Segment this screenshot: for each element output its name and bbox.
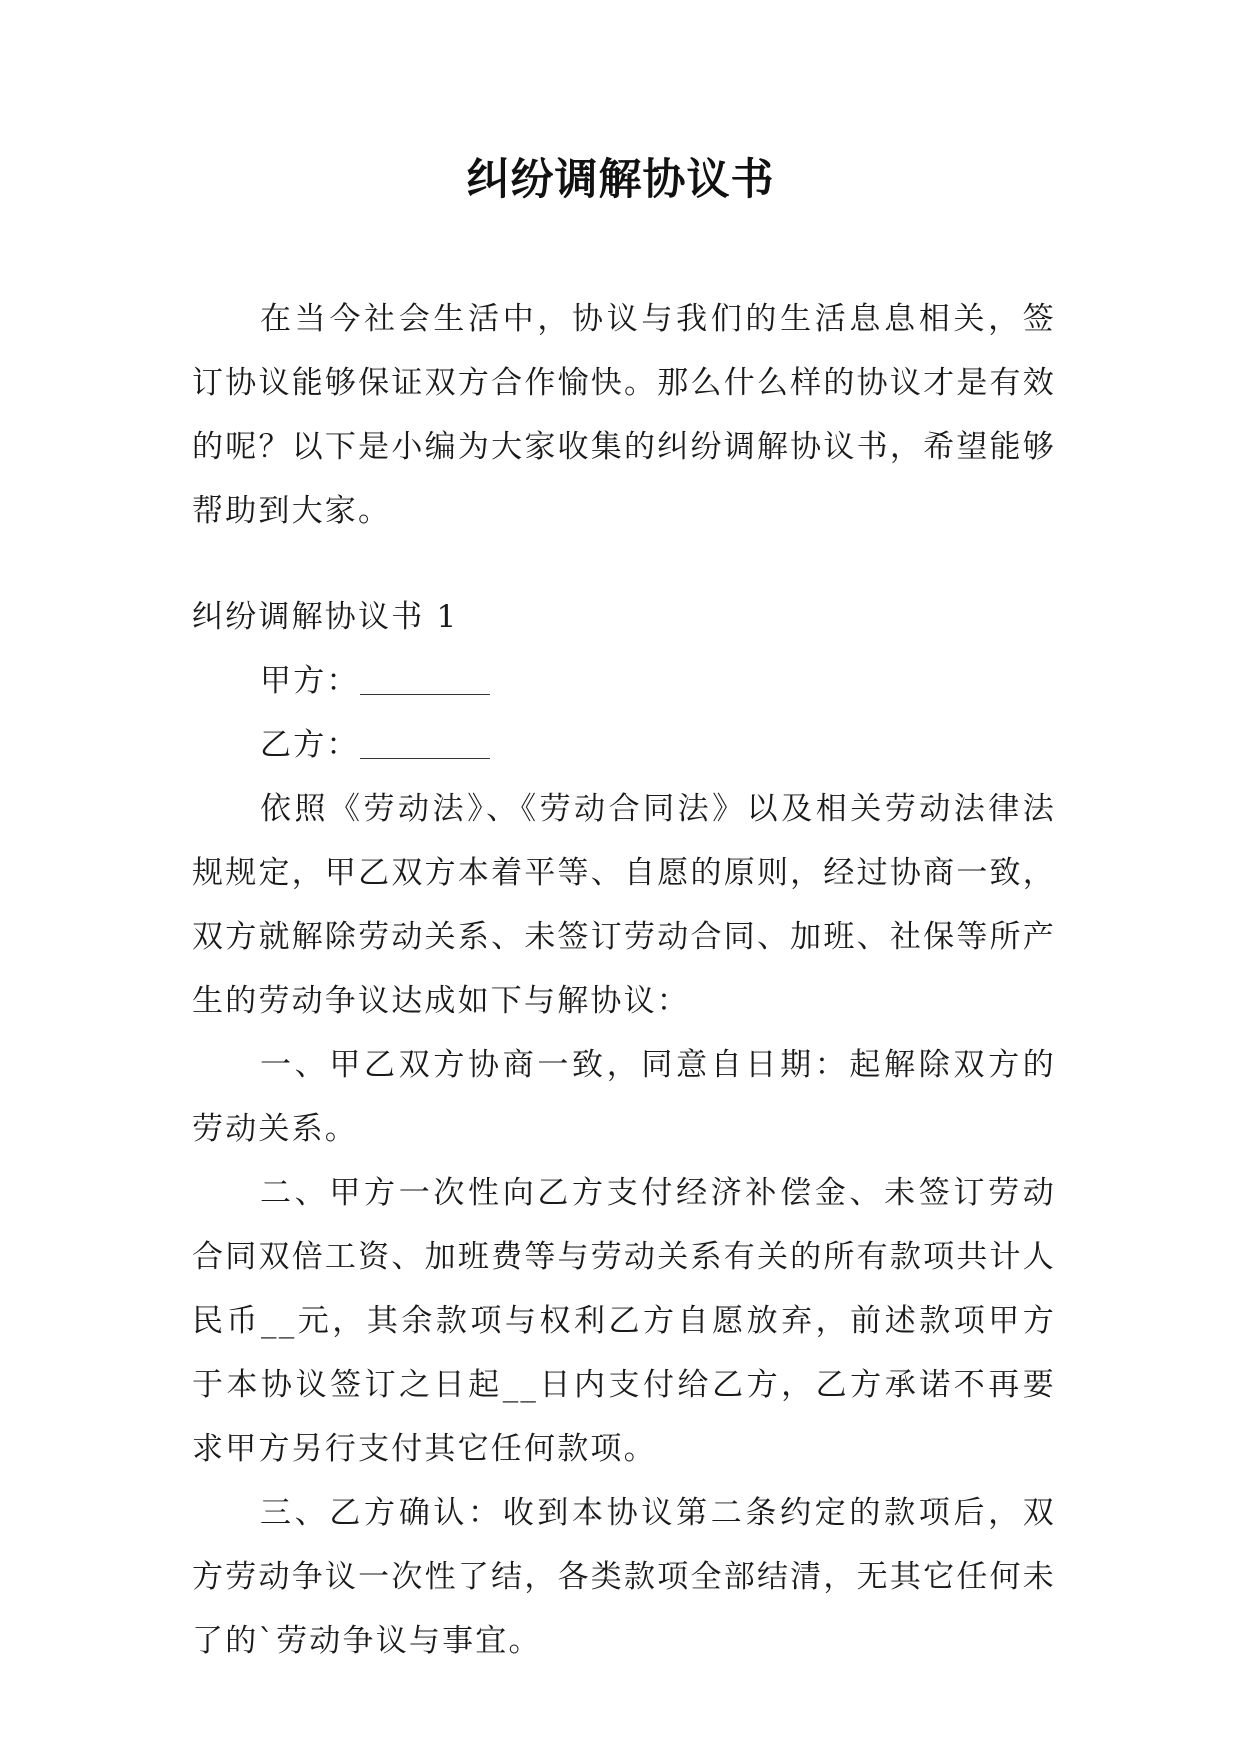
party-b-blank	[360, 732, 490, 759]
party-b-line	[192, 713, 1056, 777]
preamble-paragraph: 依照《劳动法》、《劳动合同法》以及相关劳动法律法规规定，甲乙双方本着平等、自愿的原则，经过协商一致，双方就解除劳动关系、未签订劳动合同、加班、社保等所产生的劳动争议达成如下与解协议：	[192, 791, 1056, 1019]
paragraph-gap	[192, 543, 1056, 585]
clause-2: 二、甲方一次性向乙方支付经济补偿金、未签订劳动合同双倍工资、加班费等与劳动关系有关的所有款项共计人民币__元，其余款项与权利乙方自愿放弃，前述款项甲方于本协议签订之日起__日内支付给乙方，乙方承诺不再要求甲方另行支付其它任何款项。	[192, 1175, 1056, 1467]
party-b-label: 乙方：	[260, 727, 360, 763]
document-body	[192, 287, 1056, 1673]
party-a-blank	[360, 668, 490, 695]
document-title: 纠纷调解协议书	[466, 155, 775, 205]
section-heading: 纠纷调解协议书 1	[192, 599, 459, 635]
party-a-label: 甲方：	[260, 663, 360, 699]
intro-paragraph: 在当今社会生活中，协议与我们的生活息息相关，签订协议能够保证双方合作愉快。那么什么样的协议才是有效的呢？以下是小编为大家收集的纠纷调解协议书，希望能够帮助到大家。	[192, 301, 1056, 529]
clause-1: 一、甲乙双方协商一致，同意自日期：起解除双方的劳动关系。	[192, 1047, 1056, 1147]
clause-3: 三、乙方确认：收到本协议第二条约定的款项后，双方劳动争议一次性了结，各类款项全部结清，无其它任何未了的`劳动争议与事宜。	[192, 1495, 1056, 1659]
party-a-line	[192, 649, 1056, 713]
